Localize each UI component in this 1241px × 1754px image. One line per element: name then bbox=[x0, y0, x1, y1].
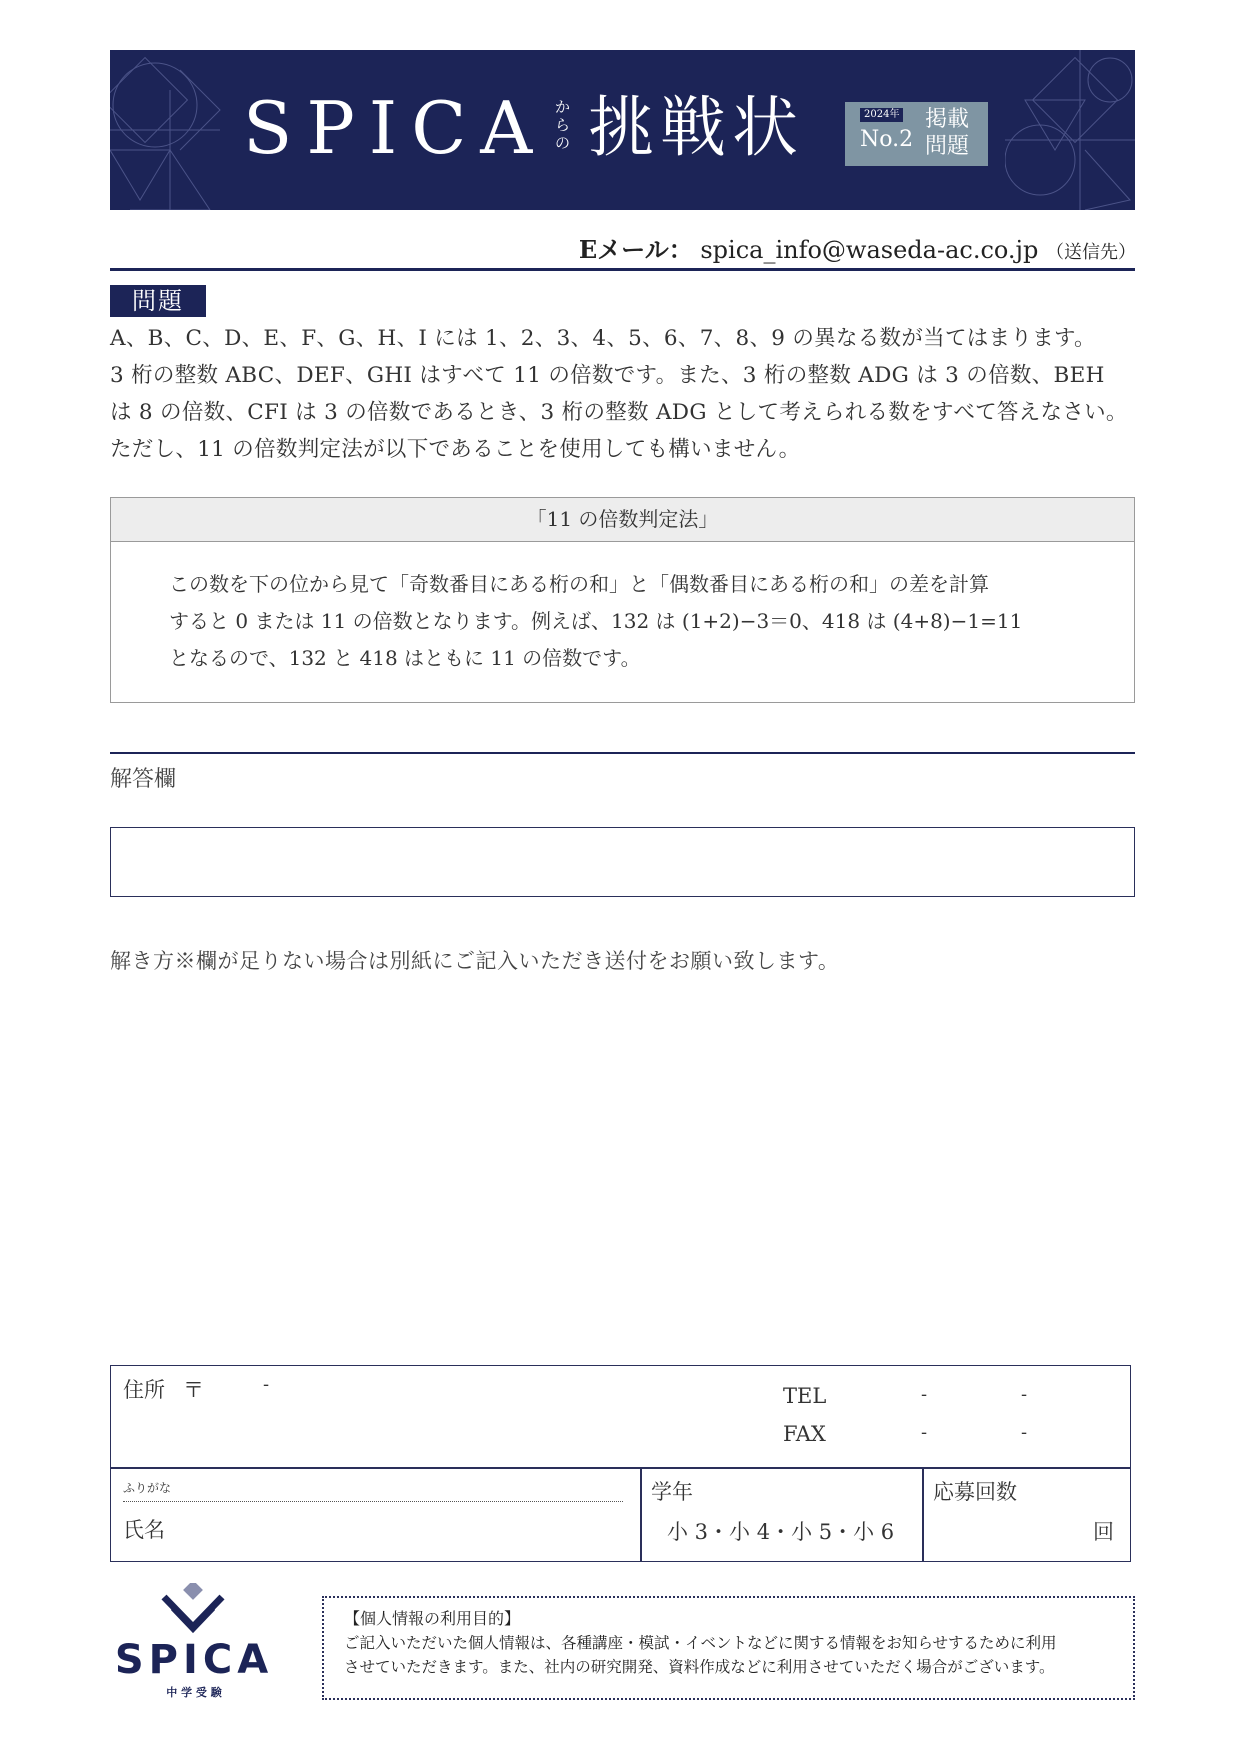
problem-label: 問題 bbox=[110, 285, 206, 317]
problem-line: A、B、C、D、E、F、G、H、I には 1、2、3、4、5、6、7、8、9 の異なる数が当てはまります。 bbox=[110, 326, 1096, 351]
logo-text: SPICA bbox=[114, 1637, 274, 1683]
answer-field[interactable] bbox=[110, 827, 1135, 897]
logo-subtext: 中 学 受 験 bbox=[166, 1686, 222, 1699]
method-label: 解き方※欄が足りない場合は別紙にご記入いただき送付をお願い致します。 bbox=[110, 949, 840, 973]
email-label: Eメール： bbox=[578, 235, 693, 264]
grade-label: 学年 bbox=[651, 1480, 693, 1504]
privacy-line: ご記入いただいた個人情報は、各種講座・模試・イベントなどに関する情報をお知らせするために利用 bbox=[344, 1634, 1057, 1652]
rule-heading: 「11 の倍数判定法」 bbox=[111, 498, 1134, 542]
title-kara: からの bbox=[555, 98, 571, 152]
issue-badge bbox=[845, 102, 988, 166]
title-spica: SPICA bbox=[243, 86, 547, 170]
tel-field[interactable] bbox=[861, 1380, 1101, 1410]
email-note: （送信先） bbox=[1046, 242, 1136, 263]
header-banner bbox=[110, 50, 1135, 210]
answer-divider bbox=[110, 752, 1135, 754]
title-challenge: 挑戦状 bbox=[588, 89, 804, 166]
fax-label: FAX bbox=[783, 1422, 826, 1446]
entry-count-label: 応募回数 bbox=[933, 1480, 1017, 1504]
rule-line: この数を下の位から見て「奇数番目にある桁の和」と「偶数番目にある桁の和」の差を計算 bbox=[169, 572, 989, 596]
email-line bbox=[579, 230, 1136, 265]
spica-logo bbox=[108, 1583, 280, 1703]
privacy-line: させていただきます。また、社内の研究開発、資料作成などに利用させていただく場合がございます。 bbox=[344, 1658, 1055, 1676]
problem-text bbox=[110, 320, 1140, 468]
address-label: 住所 bbox=[123, 1378, 165, 1402]
email-divider bbox=[110, 268, 1135, 271]
form-divider bbox=[111, 1467, 1130, 1469]
form-divider-vertical bbox=[922, 1467, 924, 1561]
contact-form bbox=[110, 1365, 1131, 1562]
rule-line: となるので、132 と 418 はともに 11 の倍数です。 bbox=[169, 646, 641, 670]
problem-line: 3 桁の整数 ABC、DEF、GHI はすべて 11 の倍数です。また、3 桁の整数 ADG は 3 の倍数、BEH bbox=[110, 363, 1105, 388]
tel-dash-2: - bbox=[1021, 1384, 1028, 1405]
problem-line: は 8 の倍数、CFI は 3 の倍数であるとき、3 桁の整数 ADG として考えられる数をすべて答えなさい。 bbox=[110, 400, 1128, 425]
badge-year: 2024年 bbox=[860, 108, 903, 122]
entry-count-field[interactable] bbox=[941, 1511, 1081, 1547]
name-field[interactable] bbox=[181, 1471, 631, 1556]
tel-label: TEL bbox=[783, 1384, 827, 1408]
problem-line: ただし、11 の倍数判定法が以下であることを使用しても構いません。 bbox=[110, 437, 801, 462]
privacy-notice bbox=[322, 1596, 1135, 1700]
privacy-body bbox=[344, 1631, 1124, 1679]
logo-chevron-icon bbox=[108, 1583, 280, 1703]
entry-count-unit: 回 bbox=[1093, 1520, 1114, 1544]
fax-dash-2: - bbox=[1021, 1422, 1028, 1443]
geometric-decoration-right bbox=[1005, 50, 1135, 210]
geometric-decoration-left bbox=[110, 50, 230, 210]
rule-line: すると 0 または 11 の倍数となります。例えば、132 は (1+2)−3＝0、418 は (4+8)−1=11 bbox=[169, 609, 1023, 633]
fax-field[interactable] bbox=[861, 1418, 1101, 1448]
form-divider-vertical bbox=[640, 1467, 642, 1561]
address-field[interactable] bbox=[221, 1370, 721, 1460]
rule-body bbox=[169, 566, 1109, 677]
name-label: 氏名 bbox=[123, 1518, 165, 1542]
badge-number: No.2 bbox=[860, 127, 914, 152]
furigana-label: ふりがな bbox=[123, 1481, 172, 1495]
answer-label: 解答欄 bbox=[110, 767, 177, 792]
tel-dash-1: - bbox=[921, 1384, 928, 1405]
fax-dash-1: - bbox=[921, 1422, 928, 1443]
email-address[interactable]: spica_info@waseda-ac.co.jp bbox=[700, 236, 1039, 264]
divisibility-rule-box bbox=[110, 497, 1135, 703]
postal-mark: 〒 bbox=[183, 1378, 204, 1402]
postal-dash: - bbox=[263, 1374, 270, 1395]
privacy-heading: 【個人情報の利用目的】 bbox=[344, 1609, 521, 1628]
badge-label: 掲載問題 bbox=[925, 107, 970, 159]
grade-options[interactable]: 小 3・小 4・小 5・小 6 bbox=[667, 1520, 895, 1544]
